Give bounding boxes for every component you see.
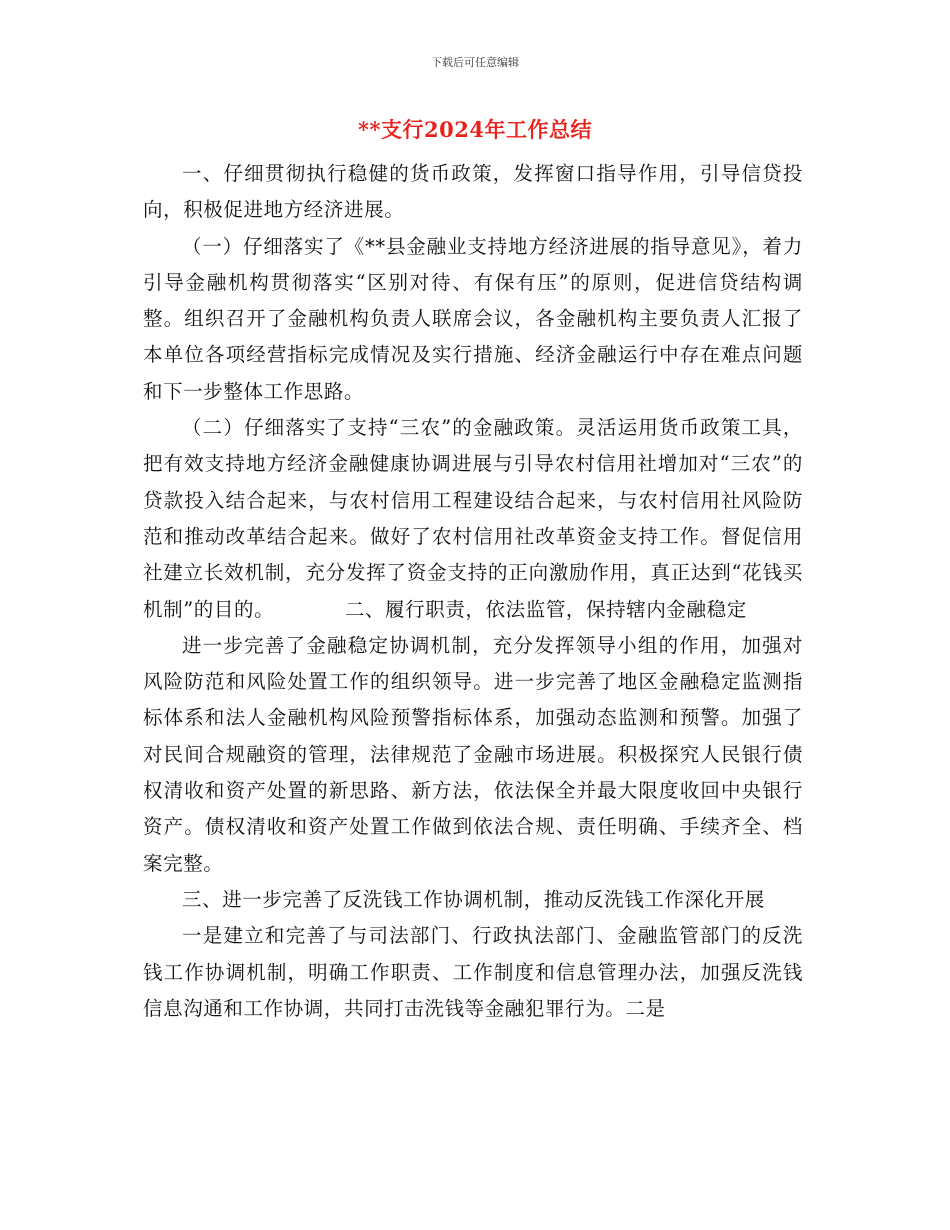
paragraph-5: 三、进一步完善了反洗钱工作协调机制，推动反洗钱工作深化开展 (182, 887, 765, 911)
paragraph-2: （一）仔细落实了《**县金融业支持地方经济进展的指导意见》，着力引导金融机构贯彻落实“区别对待、有保有压”的原则，促进信贷结构调整。组织召开了金融机构负责人联席会议，各金融机构主要负责人汇报了本单位各项经营指标完成情况及实行措施、经济金融运行中存在难点问题和下一步整体工作思路。 (143, 234, 803, 403)
paragraph-6: 一是建立和完善了与司法部门、行政执法部门、金融监管部门的反洗钱工作协调机制，明确工作职责、工作制度和信息管理办法，加强反洗钱信息沟通和工作协调，共同打击洗钱等金融犯罪行为。二是 (143, 924, 803, 1020)
paragraph-1: 一、仔细贯彻执行稳健的货币政策，发挥窗口指导作用，引导信贷投向，积极促进地方经济进展。 (143, 162, 803, 222)
page-header-note: 下载后可任意编辑 (431, 56, 519, 69)
paragraph-3: （二）仔细落实了支持“三农”的金融政策。灵活运用货币政策工具，把有效支持地方经济金融健康协调进展与引导农村信用社增加对“三农”的贷款投入结合起来，与农村信用工程建设结合起来，与农村信用社风险防范和推动改革结合起来。做好了农村信用社改革资金支持工作。督促信用社建立长效机制，充分发挥了资金支持的正向激励作用，真正达到“花钱买机制”的目的。 二、履行职责，依法监管，保持辖内金融稳定 (143, 416, 803, 621)
paragraph-4: 进一步完善了金融稳定协调机制，充分发挥领导小组的作用，加强对风险防范和风险处置工作的组织领导。进一步完善了地区金融稳定监测指标体系和法人金融机构风险预警指标体系，加强动态监测和预警。加强了对民间合规融资的管理，法律规范了金融市场进展。积极探究人民银行债权清收和资产处置的新思路、新方法，依法保全并最大限度收回中央银行资产。债权清收和资产处置工作做到依法合规、责任明确、手续齐全、档案完整。 (143, 633, 803, 875)
document-title: **支行2024年工作总结 (358, 117, 592, 142)
document-body (143, 156, 803, 1027)
